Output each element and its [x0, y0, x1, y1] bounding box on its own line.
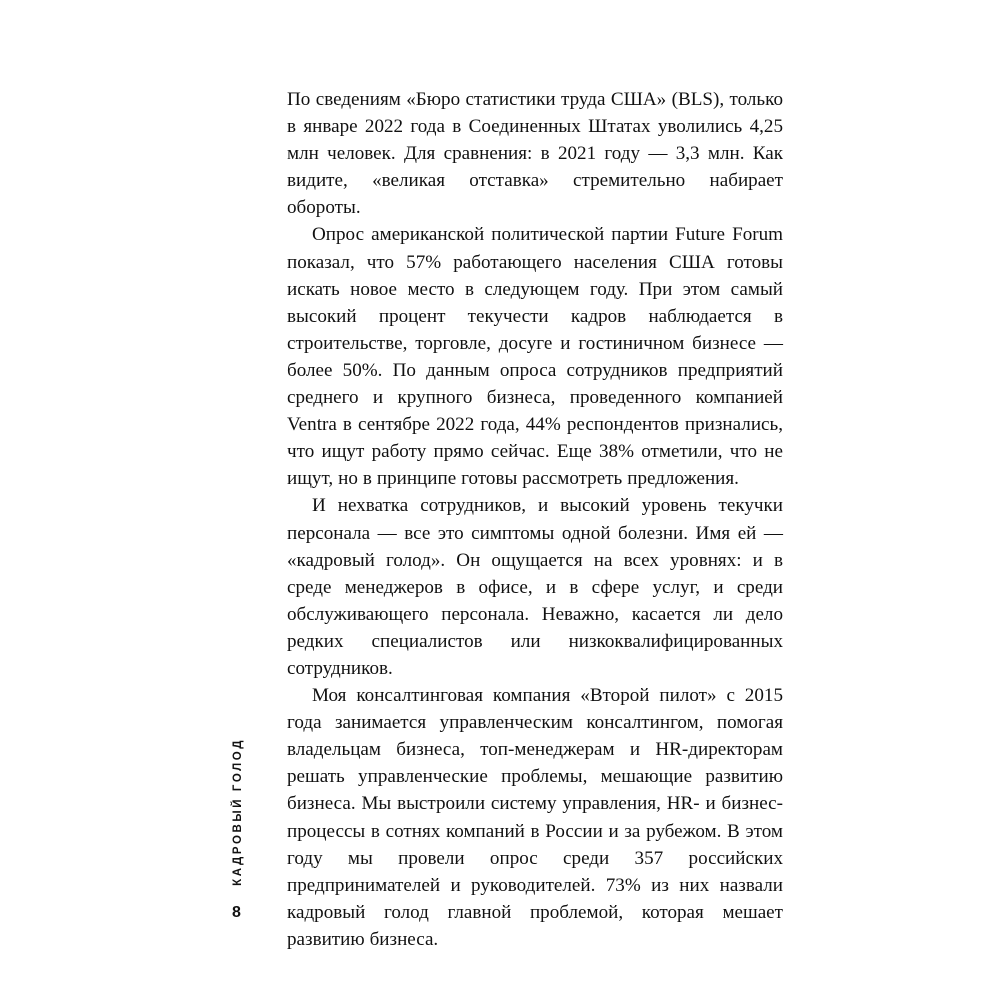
paragraph: Опрос американской политической партии Future Forum показал, что 57% работающего населения США готовы искать новое место в следующем году. При этом самый высокий процент текучести кадров наблюдается в строительстве, торговле, досуге и гостиничном бизнесе — более 50%. По данным опроса сотрудников предприятий среднего и крупного бизнеса, проведенного компанией Ventra в сентябре 2022 года, 44% респондентов признались, что ищут работу прямо сейчас. Еще 38% отметили, что не ищут, но в принципе готовы рассмотреть предложения.: [287, 224, 783, 490]
paragraph: И нехватка сотрудников, и высокий уровень текучки персонала — все это симптомы одной болезни. Имя ей — «кадровый голод». Он ощущается на всех уровнях: и в среде менеджеров в офисе, и в сфере услуг, и среди обслуживающего персонала. Неважно, касается ли дело редких специалистов или низкоквалифицированных сотрудников.: [287, 495, 783, 679]
paragraph: По сведениям «Бюро статистики труда США» (BLS), только в январе 2022 года в Соединенных Штатах уволились 4,25 млн человек. Для сравнения: в 2021 году — 3,3 млн. Как видите, «великая отставка» стремительно набирает обороты.: [287, 89, 783, 219]
paragraph: Моя консалтинговая компания «Второй пилот» с 2015 года занимается управленческим консалтингом, помогая владельцам бизнеса, топ-менеджерам и HR-директорам решать управленческие проблемы, мешающие развитию бизнеса. Мы выстроили систему управления, HR- и бизнес-процессы в сотнях компаний в России и за рубежом. В этом году мы провели опрос среди 357 российских предпринимателей и руководителей. 73% из них назвали кадровый голод главной проблемой, которая мешает развитию бизнеса.: [287, 685, 783, 950]
running-head-label: КАДРОВЫЙ ГОЛОД: [232, 738, 245, 886]
running-head: [230, 706, 248, 886]
page-number: 8: [232, 904, 241, 921]
body-text-column: [287, 86, 783, 953]
